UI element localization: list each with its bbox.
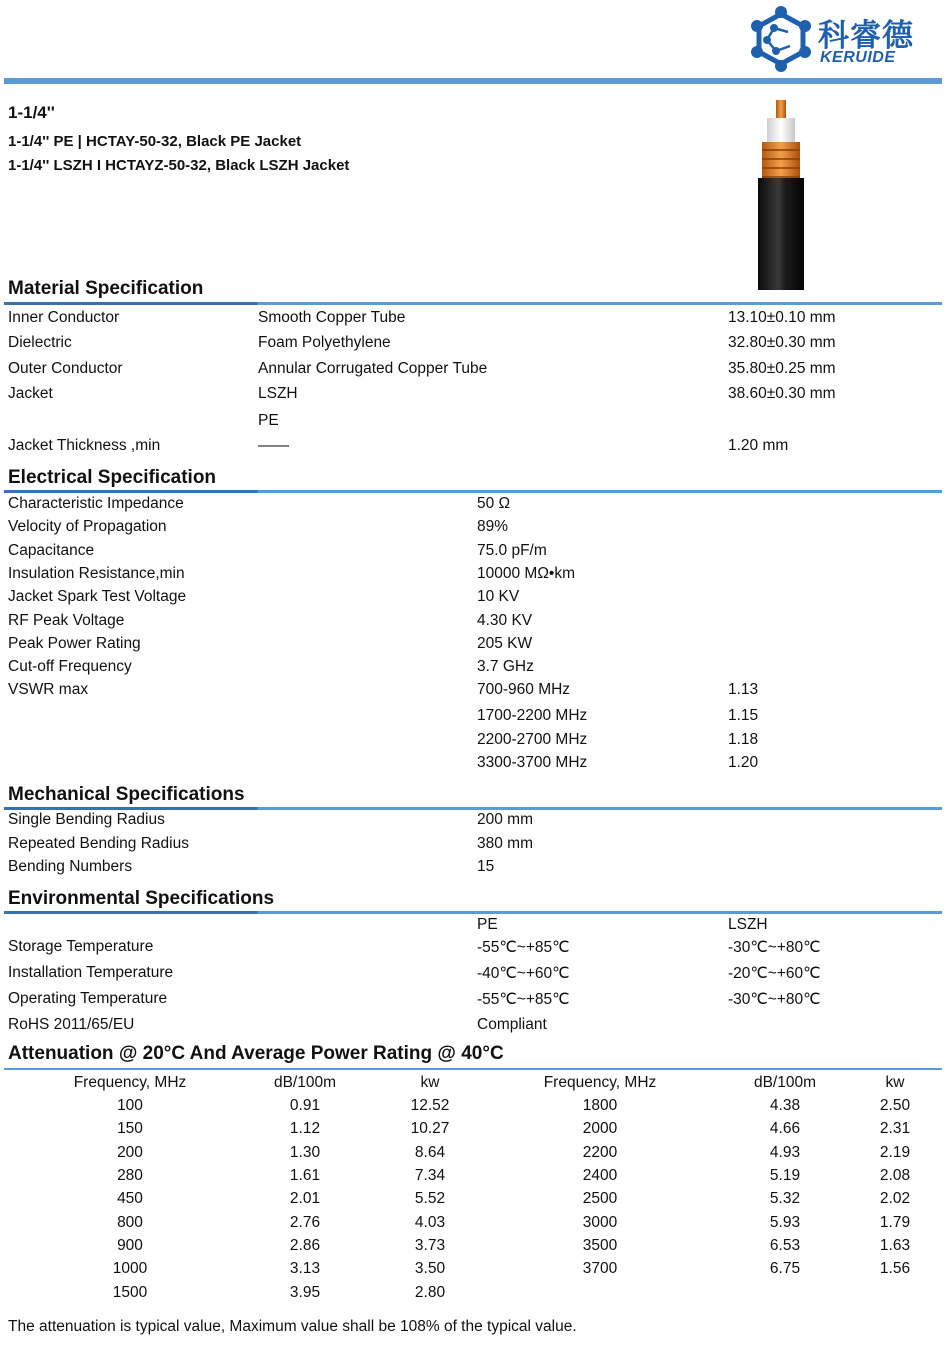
attenuation-row — [0, 1167, 946, 1189]
electrical-label: Characteristic Impedance — [8, 495, 184, 512]
mechanical-row — [0, 858, 946, 880]
col-header-pe: PE — [477, 916, 498, 933]
mechanical-row — [0, 835, 946, 857]
material-value: 32.80±0.30 mm — [728, 334, 836, 351]
attenuation-row — [0, 1237, 946, 1259]
electrical-extra: 1.15 — [728, 707, 759, 724]
brand-name-en: KERUIDE — [820, 49, 896, 66]
frequency-cell: 2000 — [582, 1120, 618, 1137]
frequency-cell: 3000 — [582, 1214, 618, 1231]
power-cell: 5.52 — [414, 1190, 446, 1207]
frequency-cell: 280 — [117, 1167, 143, 1184]
col-header: kw — [420, 1074, 440, 1091]
power-cell: 2.31 — [879, 1120, 911, 1137]
section-divider — [4, 302, 942, 305]
electrical-row — [0, 565, 946, 587]
electrical-row — [0, 707, 946, 729]
environmental-label: Storage Temperature — [8, 938, 154, 955]
col-header: Frequency, MHz — [543, 1074, 657, 1091]
electrical-value: 700-960 MHz — [477, 681, 571, 698]
col-header-lszh: LSZH — [728, 916, 768, 933]
electrical-value: 4.30 KV — [477, 612, 533, 629]
electrical-label: Insulation Resistance,min — [8, 565, 185, 582]
environmental-header-row — [0, 916, 946, 938]
power-cell: 2.08 — [879, 1167, 911, 1184]
electrical-row — [0, 588, 946, 610]
material-value: 13.10±0.10 mm — [728, 309, 836, 326]
material-type: Annular Corrugated Copper Tube — [258, 360, 488, 377]
material-label: Inner Conductor — [8, 309, 120, 326]
material-type: —— — [258, 437, 289, 454]
pe-value: -40℃~+60℃ — [477, 965, 570, 982]
frequency-cell: 1800 — [582, 1097, 618, 1114]
material-value: 1.20 mm — [728, 437, 789, 454]
attenuation-cell: 0.91 — [289, 1097, 321, 1114]
electrical-extra: 1.13 — [728, 681, 759, 698]
attenuation-row — [0, 1120, 946, 1142]
electrical-value: 50 Ω — [477, 495, 511, 512]
power-cell: 12.52 — [410, 1097, 450, 1114]
material-type: Smooth Copper Tube — [258, 309, 406, 326]
pe-value: -55℃~+85℃ — [477, 939, 570, 956]
electrical-label: Velocity of Propagation — [8, 518, 167, 535]
attenuation-cell: 3.95 — [289, 1284, 321, 1301]
electrical-value: 10 KV — [477, 588, 520, 605]
material-label: Jacket — [8, 385, 53, 402]
attenuation-cell: 5.32 — [769, 1190, 801, 1207]
frequency-cell: 2400 — [582, 1167, 618, 1184]
section-divider — [4, 490, 942, 493]
lszh-value: -20℃~+60℃ — [728, 965, 821, 982]
electrical-row — [0, 658, 946, 680]
pe-value: Compliant — [477, 1016, 547, 1033]
material-label: Outer Conductor — [8, 360, 123, 377]
power-cell: 7.34 — [414, 1167, 446, 1184]
environmental-section-title: Environmental Specifications — [8, 888, 275, 909]
power-cell: 1.56 — [879, 1260, 911, 1277]
material-row — [0, 437, 946, 459]
electrical-row — [0, 542, 946, 564]
attenuation-cell: 6.75 — [769, 1260, 801, 1277]
material-type: Foam Polyethylene — [258, 334, 391, 351]
electrical-label: Cut-off Frequency — [8, 658, 132, 675]
power-cell: 4.03 — [414, 1214, 446, 1231]
hexagon-molecule-icon — [748, 6, 814, 72]
brand-logo — [748, 6, 928, 72]
environmental-row — [0, 964, 946, 986]
material-section-title: Material Specification — [8, 278, 204, 299]
attenuation-row — [0, 1284, 946, 1306]
electrical-value: 205 KW — [477, 635, 533, 652]
electrical-row — [0, 518, 946, 540]
product-title: 1-1/4'' — [8, 103, 55, 122]
electrical-row — [0, 635, 946, 657]
coaxial-cable-icon — [756, 98, 806, 290]
material-type: LSZH — [258, 385, 298, 402]
attenuation-row — [0, 1260, 946, 1282]
material-row — [0, 360, 946, 382]
attenuation-row — [0, 1190, 946, 1212]
environmental-label: Installation Temperature — [8, 964, 174, 981]
electrical-label: Capacitance — [8, 542, 95, 559]
mechanical-row — [0, 811, 946, 833]
frequency-cell: 1500 — [112, 1284, 148, 1301]
electrical-label: RF Peak Voltage — [8, 612, 125, 629]
material-label: Dielectric — [8, 334, 72, 351]
electrical-row — [0, 612, 946, 634]
frequency-cell: 200 — [117, 1144, 143, 1161]
electrical-row — [0, 731, 946, 753]
pe-value: -55℃~+85℃ — [477, 991, 570, 1008]
mechanical-label: Bending Numbers — [8, 858, 133, 875]
col-header: dB/100m — [753, 1074, 817, 1091]
electrical-row — [0, 495, 946, 517]
frequency-cell: 1000 — [112, 1260, 148, 1277]
attenuation-cell: 1.30 — [289, 1144, 321, 1161]
material-type: PE — [258, 412, 279, 429]
environmental-row — [0, 938, 946, 960]
frequency-cell: 450 — [117, 1190, 143, 1207]
attenuation-cell: 1.61 — [289, 1167, 321, 1184]
lszh-value: -30℃~+80℃ — [728, 939, 821, 956]
electrical-extra: 1.20 — [728, 754, 759, 771]
material-row — [0, 309, 946, 331]
attenuation-header-row — [0, 1074, 946, 1096]
material-row — [0, 412, 946, 434]
power-cell: 1.63 — [879, 1237, 911, 1254]
power-cell: 10.27 — [410, 1120, 450, 1137]
attenuation-cell: 4.38 — [769, 1097, 801, 1114]
power-cell: 3.50 — [414, 1260, 446, 1277]
power-cell: 2.50 — [879, 1097, 911, 1114]
frequency-cell: 3700 — [582, 1260, 618, 1277]
section-divider — [4, 1068, 942, 1070]
attenuation-cell: 2.86 — [289, 1237, 321, 1254]
attenuation-cell: 4.93 — [769, 1144, 801, 1161]
material-value: 35.80±0.25 mm — [728, 360, 836, 377]
attenuation-cell: 3.13 — [289, 1260, 321, 1277]
attenuation-cell: 5.19 — [769, 1167, 801, 1184]
electrical-section-title: Electrical Specification — [8, 467, 217, 488]
mechanical-label: Single Bending Radius — [8, 811, 165, 828]
electrical-value: 10000 MΩ•km — [477, 565, 575, 582]
attenuation-cell: 2.01 — [289, 1190, 321, 1207]
electrical-value: 75.0 pF/m — [477, 542, 547, 559]
frequency-cell: 100 — [117, 1097, 143, 1114]
section-divider — [4, 911, 942, 914]
environmental-label: RoHS 2011/65/EU — [8, 1016, 135, 1033]
frequency-cell: 2200 — [582, 1144, 618, 1161]
frequency-cell: 900 — [117, 1237, 143, 1254]
electrical-value: 89% — [477, 518, 509, 535]
frequency-cell: 800 — [117, 1214, 143, 1231]
attenuation-cell: 2.76 — [289, 1214, 321, 1231]
header-divider — [4, 78, 942, 84]
mechanical-value: 15 — [477, 858, 495, 875]
power-cell: 3.73 — [414, 1237, 446, 1254]
lszh-value: -30℃~+80℃ — [728, 991, 821, 1008]
material-label: Jacket Thickness ,min — [8, 437, 161, 454]
frequency-cell: 2500 — [582, 1190, 618, 1207]
attenuation-cell: 6.53 — [769, 1237, 801, 1254]
attenuation-row — [0, 1144, 946, 1166]
power-cell: 1.79 — [879, 1214, 911, 1231]
environmental-label: Operating Temperature — [8, 990, 168, 1007]
power-cell: 8.64 — [414, 1144, 446, 1161]
electrical-row — [0, 681, 946, 703]
environmental-row — [0, 1016, 946, 1038]
mechanical-label: Repeated Bending Radius — [8, 835, 189, 852]
electrical-label: Jacket Spark Test Voltage — [8, 588, 187, 605]
material-row — [0, 385, 946, 407]
electrical-extra: 1.18 — [728, 731, 759, 748]
electrical-value: 3300-3700 MHz — [477, 754, 588, 771]
section-divider — [4, 807, 942, 810]
attenuation-row — [0, 1214, 946, 1236]
electrical-label: Peak Power Rating — [8, 635, 141, 652]
electrical-label: VSWR max — [8, 681, 89, 698]
material-value: 38.60±0.30 mm — [728, 385, 836, 402]
attenuation-cell: 4.66 — [769, 1120, 801, 1137]
attenuation-row — [0, 1097, 946, 1119]
power-cell: 2.02 — [879, 1190, 911, 1207]
electrical-row — [0, 754, 946, 776]
frequency-cell: 3500 — [582, 1237, 618, 1254]
electrical-value: 3.7 GHz — [477, 658, 534, 675]
electrical-value: 1700-2200 MHz — [477, 707, 588, 724]
mechanical-section-title: Mechanical Specifications — [8, 784, 245, 805]
frequency-cell: 150 — [117, 1120, 143, 1137]
attenuation-cell: 1.12 — [289, 1120, 321, 1137]
attenuation-note: The attenuation is typical value, Maximum value shall be 108% of the typical value. — [8, 1318, 577, 1335]
environmental-row — [0, 990, 946, 1012]
col-header: Frequency, MHz — [73, 1074, 187, 1091]
product-variant-pe: 1-1/4'' PE | HCTAY-50-32, Black PE Jacket — [8, 133, 302, 150]
attenuation-cell: 5.93 — [769, 1214, 801, 1231]
col-header: dB/100m — [273, 1074, 337, 1091]
material-row — [0, 334, 946, 356]
electrical-value: 2200-2700 MHz — [477, 731, 588, 748]
brand-name-cn: 科睿德 — [818, 18, 914, 54]
mechanical-value: 200 mm — [477, 811, 533, 828]
product-variant-lszh: 1-1/4'' LSZH I HCTAYZ-50-32, Black LSZH Jacket — [8, 157, 350, 174]
col-header: kw — [885, 1074, 905, 1091]
power-cell: 2.80 — [414, 1284, 446, 1301]
mechanical-value: 380 mm — [477, 835, 533, 852]
attenuation-section-title: Attenuation @ 20°C And Average Power Rating @ 40°C — [8, 1043, 504, 1064]
power-cell: 2.19 — [879, 1144, 911, 1161]
